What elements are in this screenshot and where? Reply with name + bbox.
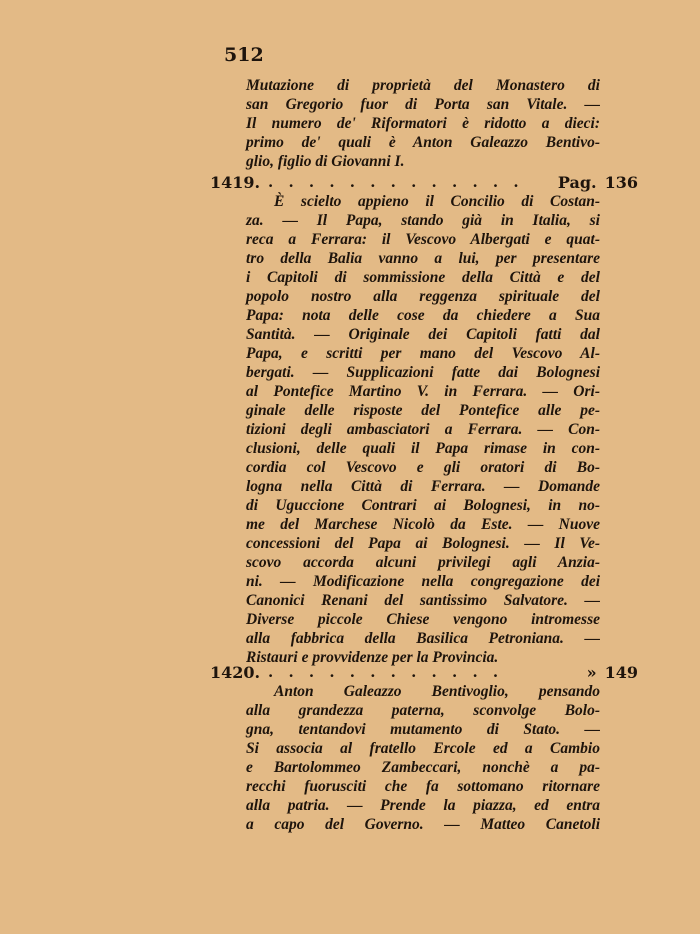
text-line: ginale delle risposte del Pontefice alle pe- — [246, 402, 600, 419]
page-reference — [587, 663, 638, 682]
text-line: Si associa al fratello Ercole ed a Cambio — [246, 740, 600, 757]
text-line: di Uguccione Contrari ai Bolognesi, in no- — [246, 497, 600, 514]
text-line: alla patria. — Prende la piazza, ed entra — [246, 797, 600, 814]
entry-year: 1419. — [210, 173, 261, 192]
text-line: alla grandezza paterna, sconvolge Bolo- — [246, 702, 600, 719]
text-line: Canonici Renani del santissimo Salvatore. — — [246, 592, 600, 609]
intro-paragraph — [246, 76, 600, 171]
text-line: Papa: nota delle cose da chiedere a Sua — [246, 307, 600, 324]
text-line: Ristauri e provvidenze per la Provincia. — [246, 649, 499, 666]
page-label: » — [586, 663, 597, 682]
text-line: gna, tentandovi mutamento di Stato. — — [246, 721, 600, 738]
text-line: Santità. — Originale dei Capitoli fatti dal — [246, 326, 600, 343]
text-line: i Capitoli di sommissione della Città e del — [246, 269, 600, 286]
text-line: glio, figlio di Giovanni I. — [246, 153, 405, 170]
page-label: Pag. — [557, 173, 597, 192]
leader-dots: . . . . . . . . . . . . — [268, 663, 504, 681]
text-line: san Gregorio fuor di Porta san Vitale. — — [246, 96, 600, 113]
text-line: e Bartolommeo Zambeccari, nonchè a pa- — [246, 759, 600, 776]
page-ref-number: 149 — [604, 663, 638, 682]
text-line: tizioni degli ambasciatori a Ferrara. — Con- — [246, 421, 600, 438]
text-line: cordia col Vescovo e gli oratori di Bo- — [246, 459, 600, 476]
text-line: alla fabbrica della Basilica Petroniana. — — [246, 630, 600, 647]
leader-dots: . . . . . . . . . . . . . — [268, 173, 524, 191]
text-line: al Pontefice Martino V. in Ferrara. — Ori- — [246, 383, 600, 400]
text-line: logna nella Città di Ferrara. — Domande — [246, 478, 600, 495]
text-line: Il numero de' Riformatori è ridotto a dieci: — [246, 115, 600, 132]
text-line: recchi fuorusciti che fa sottomano ritornare — [246, 778, 600, 795]
text-line: clusioni, delle quali il Papa rimase in con- — [246, 440, 600, 457]
text-line: Diverse piccole Chiese vengono intromesse — [246, 611, 600, 628]
text-line: Mutazione di proprietà del Monastero di — [246, 77, 600, 94]
text-line: primo de' quali è Anton Galeazzo Bentivo- — [246, 134, 600, 151]
text-line: a capo del Governo. — Matteo Canetoli — [246, 816, 600, 833]
text-line: tro della Balia vanno a lui, per presentare — [246, 250, 600, 267]
page-reference — [558, 173, 638, 192]
text-line: bergati. — Supplicazioni fatte dai Bolognesi — [246, 364, 600, 381]
text-line: reca a Ferrara: il Vescovo Albergati e quat- — [246, 231, 600, 248]
page-ref-number: 136 — [604, 173, 638, 192]
text-line: scovo accorda alcuni privilegi agli Anzia- — [246, 554, 600, 571]
page-number: 512 — [224, 44, 264, 66]
text-line: ni. — Modificazione nella congregazione dei — [246, 573, 600, 590]
entry-1419-paragraph — [246, 192, 600, 667]
text-line: concessioni del Papa ai Bolognesi. — Il Ve- — [246, 535, 600, 552]
text-line: me del Marchese Nicolò da Este. — Nuove — [246, 516, 600, 533]
text-line: È scielto appieno il Concilio di Costan- — [274, 193, 600, 210]
entry-year: 1420. — [210, 663, 261, 682]
entry-1420-paragraph — [246, 682, 600, 834]
text-line: Papa, e scritti per mano del Vescovo Al- — [246, 345, 600, 362]
text-line: za. — Il Papa, stando già in Italia, si — [246, 212, 600, 229]
text-line: popolo nostro alla reggenza spirituale del — [246, 288, 600, 305]
text-line: Anton Galeazzo Bentivoglio, pensando — [274, 683, 600, 700]
